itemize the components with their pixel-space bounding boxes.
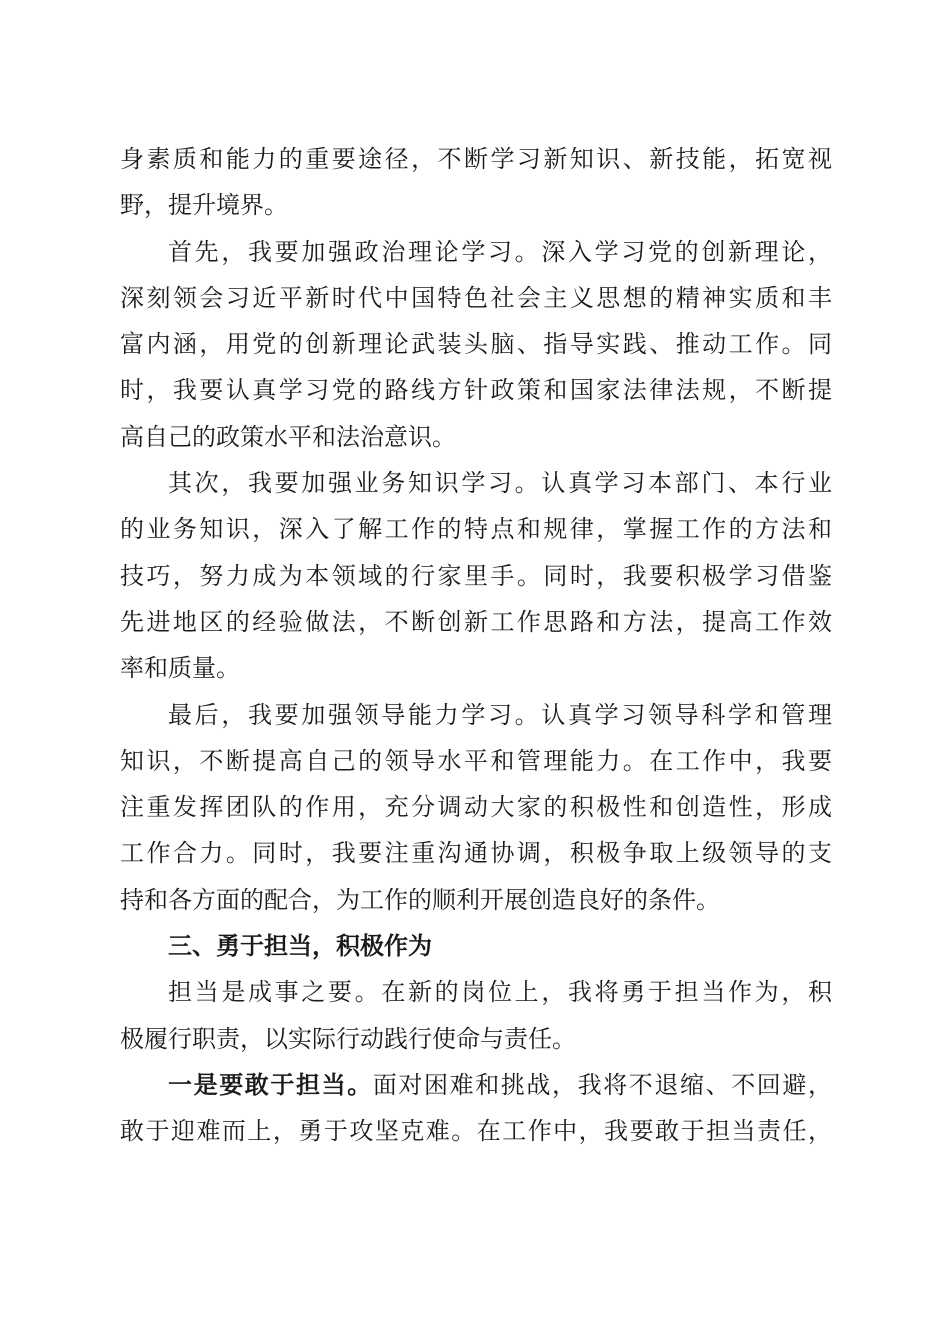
body-line: 的业务知识，深入了解工作的特点和规律，掌握工作的方法和 <box>120 515 832 544</box>
body-line: 深刻领会习近平新时代中国特色社会主义思想的精神实质和丰 <box>120 283 832 312</box>
paragraph-first-line <box>120 1062 832 1108</box>
paragraph-first-line: 最后，我要加强领导能力学习。认真学习领导科学和管理 <box>168 700 832 729</box>
section-heading: 三、勇于担当，积极作为 <box>168 932 432 961</box>
body-line: 注重发挥团队的作用，充分调动大家的积极性和创造性，形成 <box>120 793 832 822</box>
body-line: 持和各方面的配合，为工作的顺利开展创造良好的条件。 <box>120 885 720 914</box>
body-line: 先进地区的经验做法，不断创新工作思路和方法，提高工作效 <box>120 607 832 636</box>
body-line: 极履行职责，以实际行动践行使命与责任。 <box>120 1024 576 1053</box>
body-line: 时，我要认真学习党的路线方针政策和国家法律法规，不断提 <box>120 376 832 405</box>
bold-lead-phrase: 一是要敢于担当。 <box>168 1069 373 1099</box>
paragraph-first-line: 担当是成事之要。在新的岗位上，我将勇于担当作为，积 <box>168 978 832 1007</box>
body-line: 野，提升境界。 <box>120 191 288 220</box>
paragraph-first-line: 其次，我要加强业务知识学习。认真学习本部门、本行业 <box>168 469 832 498</box>
body-line: 工作合力。同时，我要注重沟通协调，积极争取上级领导的支 <box>120 839 832 868</box>
body-line: 敢于迎难而上，勇于攻坚克难。在工作中，我要敢于担当责任， <box>120 1117 832 1146</box>
body-line: 高自己的政策水平和法治意识。 <box>120 422 456 451</box>
body-line: 身素质和能力的重要途径，不断学习新知识、新技能，拓宽视 <box>120 145 832 173</box>
body-line: 率和质量。 <box>120 654 240 683</box>
document-body <box>120 136 832 1155</box>
paragraph-first-line: 首先，我要加强政治理论学习。深入学习党的创新理论， <box>168 237 832 266</box>
body-line: 技巧，努力成为本领域的行家里手。同时，我要积极学习借鉴 <box>120 561 832 590</box>
paragraph-text: 面对困难和挑战，我将不退缩、不回避， <box>372 1070 832 1099</box>
body-line: 富内涵，用党的创新理论武装头脑、指导实践、推动工作。同 <box>120 330 832 359</box>
body-line: 知识，不断提高自己的领导水平和管理能力。在工作中，我要 <box>120 746 832 775</box>
